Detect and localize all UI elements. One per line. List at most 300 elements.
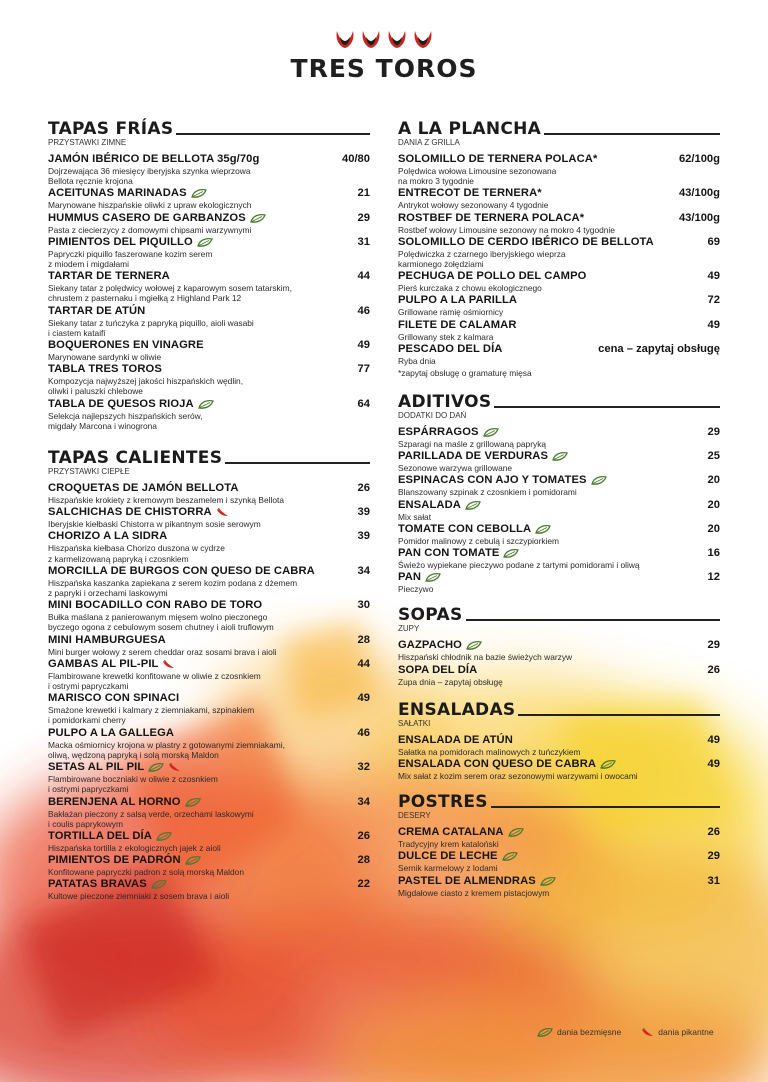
section-header xyxy=(398,791,720,811)
menu-item-row xyxy=(48,878,370,891)
dish-description: Flambirowane boczniaki w oliwie z czosnkiem xyxy=(48,774,218,785)
dish-name xyxy=(48,363,162,376)
dish-price: 12 xyxy=(707,571,720,584)
dish-price: 44 xyxy=(357,657,370,670)
dish-name xyxy=(398,474,607,487)
dish-description: karmionego żołędziami xyxy=(398,259,484,270)
menu-item-row xyxy=(48,212,370,225)
dish-description: i ciastem kataifi xyxy=(48,327,106,338)
menu-item-row xyxy=(398,319,720,332)
dish-description: Dojrzewająca 36 miesięcy iberyjska szynka wieprzowa xyxy=(48,166,251,176)
dish-name xyxy=(398,187,542,200)
dish-name xyxy=(48,692,179,705)
menu-section xyxy=(398,604,720,686)
section-divider xyxy=(518,714,720,716)
dish-description: Sałatka na pomidorach malinowych z tuńczykiem xyxy=(398,746,581,757)
dish-name xyxy=(398,664,477,677)
dish-description: Hiszpański chłodnik na bazie świeżych warzyw xyxy=(398,652,573,663)
menu-item-row xyxy=(48,153,370,166)
menu-item-row xyxy=(48,692,370,705)
bull-horns-icon xyxy=(0,28,768,50)
menu-item xyxy=(398,187,720,210)
dish-name-text: ACEITUNAS MARINADAS xyxy=(48,187,187,200)
dish-price: 77 xyxy=(357,363,370,376)
dish-name-text: HUMMUS CASERO DE GARBANZOS xyxy=(48,211,246,224)
dish-description: Marynowane hiszpańskie oliwki z upraw ekologicznych xyxy=(48,200,252,211)
menu-item-row xyxy=(48,761,370,774)
dish-description: na mokro 3 tygodnie xyxy=(398,176,474,187)
leaf-icon xyxy=(191,189,207,198)
menu-item xyxy=(48,878,370,901)
dish-name-text: TABLA TRES TOROS xyxy=(48,363,162,376)
dish-description: i ostrymi papryczkami xyxy=(48,784,129,795)
menu-section xyxy=(398,791,720,898)
dish-description: i coulis paprykowym xyxy=(48,818,123,829)
dish-price: 25 xyxy=(707,450,720,463)
dish-name xyxy=(48,482,239,495)
section-subtitle: DESERY xyxy=(398,811,431,821)
legend-vegan-label: dania bezmięsne xyxy=(557,1027,622,1037)
section-title: A LA PLANCHA xyxy=(398,119,542,139)
menu-item-row xyxy=(398,547,720,560)
leaf-icon xyxy=(537,1028,553,1037)
dish-price: 29 xyxy=(707,426,720,439)
dish-name xyxy=(48,658,175,671)
dish-name-text: PIMIENTOS DEL PIQUILLO xyxy=(48,235,193,248)
dish-description: Flambirowane krewetki konfitowane w oliwie z czosnkiem xyxy=(48,670,261,681)
leaf-icon xyxy=(197,238,213,247)
dish-name-text: SALCHICHAS DE CHISTORRA xyxy=(48,506,212,519)
menu-item xyxy=(48,599,370,632)
section-header xyxy=(398,604,720,624)
menu-column-left xyxy=(48,118,370,903)
menu-item-row xyxy=(398,758,720,771)
dish-name xyxy=(398,571,441,584)
leaf-icon xyxy=(466,641,482,650)
section-title: ADITIVOS xyxy=(398,392,492,413)
dish-price: 29 xyxy=(707,639,720,652)
dish-name xyxy=(398,758,616,771)
legend xyxy=(533,1027,714,1037)
dish-name xyxy=(48,796,201,809)
section-subtitle: DANIA Z GRILLA xyxy=(398,138,460,147)
dish-price: 21 xyxy=(357,187,370,200)
menu-item-row xyxy=(398,343,720,356)
dish-description: Pomidor malinowy z cebulą i szczypiorkiem xyxy=(398,535,560,546)
leaf-icon xyxy=(465,501,481,510)
dish-description: Sezonowe warzywa grillowane xyxy=(398,463,513,474)
menu-item xyxy=(48,530,370,563)
section-title: POSTRES xyxy=(398,792,488,813)
dish-price: 20 xyxy=(707,498,720,511)
menu-item-row xyxy=(48,363,370,376)
menu-section xyxy=(48,447,370,901)
menu-item xyxy=(48,692,370,725)
leaf-icon xyxy=(540,877,556,886)
menu-item xyxy=(398,270,720,293)
dish-price: 20 xyxy=(707,474,720,487)
menu-item-row xyxy=(48,599,370,612)
menu-item-row xyxy=(48,727,370,740)
menu-item xyxy=(398,664,720,687)
menu-item-row xyxy=(48,830,370,843)
legend-spicy-label: dania pikantne xyxy=(658,1027,714,1037)
leaf-icon xyxy=(502,852,518,861)
dish-name xyxy=(48,727,174,740)
dish-name xyxy=(398,523,551,536)
dish-description: z karmelizowaną papryką i czosnkiem xyxy=(48,553,189,564)
dish-description: byczego ogona z cebulowym sosem chutney i aioli truflowym xyxy=(48,622,274,633)
dish-name-text: MINI BOCADILLO CON RABO DE TORO xyxy=(48,599,263,612)
menu-item xyxy=(398,523,720,546)
menu-item xyxy=(48,363,370,396)
dish-price: 29 xyxy=(357,211,370,224)
dish-price: 31 xyxy=(357,235,370,248)
dish-description: Pieczywo xyxy=(398,584,434,595)
dish-name xyxy=(48,339,204,352)
menu-item-row xyxy=(398,153,720,166)
menu-item-row xyxy=(48,658,370,671)
menu-item xyxy=(398,474,720,497)
dish-name xyxy=(398,850,518,863)
dish-name xyxy=(48,153,259,166)
dish-name xyxy=(398,450,568,463)
dish-name-text: PARILLADA DE VERDURAS xyxy=(398,450,549,463)
dish-price: 62/100g xyxy=(678,153,720,165)
leaf-icon xyxy=(503,549,519,558)
menu-section xyxy=(48,118,370,431)
section-header xyxy=(398,391,720,411)
dish-name-text: PAN CON TOMATE xyxy=(398,547,500,560)
menu-item-row xyxy=(398,236,720,249)
leaf-icon xyxy=(552,452,568,461)
dish-price: 32 xyxy=(357,761,370,774)
menu-item xyxy=(48,236,370,269)
section-title: TAPAS FRÍAS xyxy=(48,119,174,139)
menu-item-row xyxy=(48,398,370,411)
menu-item-row xyxy=(48,270,370,283)
dish-name xyxy=(398,499,481,512)
menu-item xyxy=(48,658,370,691)
dish-name xyxy=(398,426,499,439)
dish-name xyxy=(48,212,266,225)
menu-item xyxy=(48,727,370,760)
menu-column-right xyxy=(398,118,720,899)
menu-item xyxy=(398,426,720,449)
dish-price: 69 xyxy=(707,235,720,248)
menu-item xyxy=(398,212,720,235)
dish-name-text: ENSALADA DE ATÚN xyxy=(398,733,513,746)
dish-price: 26 xyxy=(357,829,370,842)
leaf-icon xyxy=(483,428,499,437)
dish-name-text: PATATAS BRAVAS xyxy=(48,878,147,891)
dish-price: 26 xyxy=(357,482,370,495)
dish-name-text: GAMBAS AL PIL-PIL xyxy=(48,657,159,670)
section-divider xyxy=(494,406,720,408)
dish-name-text: PECHUGA DE POLLO DEL CAMPO xyxy=(398,270,587,283)
chili-icon xyxy=(216,508,229,517)
menu-item xyxy=(48,482,370,505)
dish-description: Szparagi na maśle z grillowaną papryką xyxy=(398,439,547,450)
dish-description: Kompozycja najwyższej jakości hiszpańskich wędlin, xyxy=(48,376,244,387)
dish-description: Pierś kurczaka z chowu ekologicznego xyxy=(398,283,542,294)
dish-price: 28 xyxy=(357,854,370,867)
dish-description: Papryczki piquillo faszerowane kozim serem xyxy=(48,248,213,259)
dish-name-text: CHORIZO A LA SIDRA xyxy=(48,530,168,543)
menu-item xyxy=(398,236,720,269)
dish-name-text: ROSTBEF DE TERNERA POLACA* xyxy=(398,211,585,224)
brand-name: TRES TOROS xyxy=(290,54,478,83)
dish-description: Antrykot wołowy sezonowany 4 tygodnie xyxy=(398,200,549,211)
menu-item xyxy=(398,826,720,849)
menu-item xyxy=(48,270,370,303)
dish-name-text: SOLOMILLO DE CERDO IBÉRICO DE BELLOTA xyxy=(398,235,654,248)
dish-price: 34 xyxy=(357,795,370,808)
leaf-icon xyxy=(535,525,551,534)
dish-name xyxy=(48,530,167,543)
dish-description: i pomidorkami cherry xyxy=(48,715,126,726)
dish-description: Zupa dnia – zapytaj obsługę xyxy=(398,676,503,687)
dish-description: i ostrymi papryczkami xyxy=(48,681,129,692)
dish-description: Świeżo wypiekane pieczywo podane z tartymi pomidorami i oliwą xyxy=(398,560,640,571)
dish-description: oliwki i paluszki chlebowe xyxy=(48,386,143,397)
section-header xyxy=(48,447,370,467)
dish-price: 20 xyxy=(707,522,720,535)
menu-item-row xyxy=(398,664,720,677)
dish-name-text: ENTRECOT DE TERNERA* xyxy=(398,187,542,200)
dish-description: Polędwica wołowa Limousine sezonowana xyxy=(398,166,557,176)
dish-name xyxy=(398,547,519,560)
menu-item xyxy=(48,153,370,186)
dish-price: 39 xyxy=(357,506,370,519)
menu-item xyxy=(48,565,370,598)
menu-item xyxy=(398,153,720,186)
menu-item-row xyxy=(398,270,720,283)
dish-description: Rostbef wołowy Limousine sezonowy na mokro 4 tygodnie xyxy=(398,224,615,235)
dish-name-text: PASTEL DE ALMENDRAS xyxy=(398,874,536,887)
dish-description: Mix sałat xyxy=(398,511,432,522)
dish-name-text: CREMA CATALANA xyxy=(398,826,504,839)
menu-item-row xyxy=(48,530,370,543)
menu-section xyxy=(398,118,720,379)
leaf-icon xyxy=(185,798,201,807)
menu-section xyxy=(398,699,720,781)
dish-name xyxy=(48,187,207,200)
menu-item xyxy=(48,506,370,529)
dish-name-text: MARISCO CON SPINACI xyxy=(48,692,180,705)
dish-name-text: ENSALADA xyxy=(398,498,461,511)
chili-icon xyxy=(641,1028,654,1037)
dish-description: Macka ośmiornicy krojona w plastry z gotowanymi ziemniakami, xyxy=(48,739,285,750)
dish-description: Hiszpańska tortilla z ekologicznych jajek z aioli xyxy=(48,842,221,853)
menu-item-row xyxy=(48,187,370,200)
leaf-icon xyxy=(250,214,266,223)
dish-description: Selekcja najlepszych hiszpańskich serów, xyxy=(48,410,203,421)
dish-name xyxy=(398,875,556,888)
menu-item-row xyxy=(48,565,370,578)
leaf-icon xyxy=(600,760,616,769)
dish-name-text: TARTAR DE TERNERA xyxy=(48,270,170,283)
dish-name-text: MINI HAMBURGUESA xyxy=(48,633,166,646)
dish-name-text: TARTAR DE ATÚN xyxy=(48,304,146,317)
section-divider xyxy=(176,133,370,135)
menu-item xyxy=(398,547,720,570)
dish-name xyxy=(398,319,517,332)
dish-name-text: BERENJENA AL HORNO xyxy=(48,795,181,808)
dish-name-text: SOPA DEL DÍA xyxy=(398,663,478,676)
menu-item xyxy=(398,294,720,317)
dish-name-text: TOMATE CON CEBOLLA xyxy=(398,522,532,535)
dish-name-text: FILETE DE CALAMAR xyxy=(398,318,517,331)
dish-name-text: BOQUERONES EN VINAGRE xyxy=(48,339,204,352)
dish-price: 49 xyxy=(707,318,720,331)
dish-name xyxy=(48,506,229,519)
menu-section xyxy=(398,391,720,594)
dish-name xyxy=(398,236,654,249)
dish-description: chrustem z pasternaku i mgiełką z Highland Park 12 xyxy=(48,293,242,304)
dish-name xyxy=(48,761,181,774)
section-divider xyxy=(225,462,370,464)
menu-item-row xyxy=(48,506,370,519)
section-divider xyxy=(544,133,720,135)
menu-item xyxy=(48,212,370,235)
dish-description: Iberyjskie kiełbaski Chistorra w pikantnym sosie serowym xyxy=(48,519,261,530)
leaf-icon xyxy=(185,856,201,865)
dish-name-text: PESCADO DEL DÍA xyxy=(398,342,503,355)
menu-item xyxy=(398,450,720,473)
dish-description: Mini burger wołowy z serem cheddar oraz sosami brava i aioli xyxy=(48,646,277,657)
dish-price: 49 xyxy=(707,270,720,283)
dish-name xyxy=(48,565,315,578)
menu-item-row xyxy=(398,474,720,487)
menu-item xyxy=(48,761,370,794)
menu-item-row xyxy=(398,294,720,307)
dish-price: 46 xyxy=(357,304,370,317)
menu-item-row xyxy=(398,850,720,863)
section-subtitle: PRZYSTAWKI ZIMNE xyxy=(48,138,127,147)
dish-name-text: TORTILLA DEL DÍA xyxy=(48,829,152,842)
menu-item xyxy=(398,639,720,662)
dish-description: Mix sałat z kozim serem oraz sezonowymi warzywami i owocami xyxy=(398,771,638,782)
dish-name-text: TABLA DE QUESOS RIOJA xyxy=(48,397,194,410)
leaf-icon xyxy=(591,476,607,485)
dish-description: Konfitowane papryczki padron z solą morską Maldon xyxy=(48,867,244,878)
dish-name-text: GAZPACHO xyxy=(398,639,462,652)
dish-name-text: SETAS AL PIL PIL xyxy=(48,761,145,774)
menu-item xyxy=(398,850,720,873)
dish-price: 26 xyxy=(707,663,720,676)
dish-name xyxy=(48,854,201,867)
dish-name xyxy=(398,153,597,166)
dish-description: Grillowany stek z kalmara xyxy=(398,331,494,342)
menu-item xyxy=(48,634,370,657)
dish-description: Migdałowe ciasto z kremem pistacjowym xyxy=(398,887,550,898)
menu-item xyxy=(48,339,370,362)
dish-price: cena – zapytaj obsługę xyxy=(598,342,720,355)
dish-description: Tradycyjny krem kataloński xyxy=(398,839,499,850)
dish-price: 49 xyxy=(707,733,720,746)
dish-name xyxy=(398,826,524,839)
menu-item-row xyxy=(48,854,370,867)
dish-price: 30 xyxy=(357,599,370,612)
menu-item-row xyxy=(398,571,720,584)
menu-item xyxy=(48,398,370,431)
dish-price: 28 xyxy=(357,633,370,646)
menu-item xyxy=(48,830,370,853)
leaf-icon xyxy=(425,573,441,582)
dish-price: 16 xyxy=(707,547,720,560)
dish-name xyxy=(398,639,482,652)
dish-name-text: ESPINACAS CON AJO Y TOMATES xyxy=(398,474,587,487)
menu-item xyxy=(398,758,720,781)
section-title: ENSALADAS xyxy=(398,699,516,720)
section-subtitle: ZUPY xyxy=(398,624,420,634)
dish-description: Bellota ręcznie krojona xyxy=(48,176,133,187)
section-divider xyxy=(466,619,721,621)
dish-price: 49 xyxy=(357,692,370,705)
dish-price: 40/80 xyxy=(342,153,370,165)
menu-item xyxy=(48,796,370,829)
menu-item xyxy=(398,319,720,342)
menu-item-row xyxy=(398,426,720,439)
dish-description: Siekany tatar z polędwicy wołowej z kaparowym sosem tatarskim, xyxy=(48,283,292,294)
menu-item-row xyxy=(398,734,720,747)
dish-name xyxy=(48,270,170,283)
dish-name xyxy=(398,270,586,283)
dish-description: Siekany tatar z tuńczyka z papryką piquillo, aioli wasabi xyxy=(48,317,254,328)
dish-price: 46 xyxy=(357,726,370,739)
menu-item-row xyxy=(398,187,720,200)
menu-item-row xyxy=(48,305,370,318)
dish-price: 26 xyxy=(707,826,720,839)
dish-price: 34 xyxy=(357,564,370,577)
leaf-icon xyxy=(148,763,164,772)
menu-item-row xyxy=(398,523,720,536)
menu-item-row xyxy=(398,499,720,512)
dish-name-text: JAMÓN IBÉRICO DE BELLOTA 35g/70g xyxy=(48,153,260,165)
dish-description: Sernik karmelowy z lodami xyxy=(398,863,498,874)
dish-description: Bułka maślana z panierowanym mięsem wolno pieczonego xyxy=(48,612,268,623)
section-subtitle: SAŁATKI xyxy=(398,718,431,728)
menu-item xyxy=(48,305,370,338)
menu-item xyxy=(398,734,720,757)
dish-name-text: PULPO A LA PARILLA xyxy=(398,294,518,307)
dish-description: Grillowane ramię ośmiornicy xyxy=(398,307,504,318)
dish-name xyxy=(48,878,167,891)
menu-item-row xyxy=(48,482,370,495)
chili-icon xyxy=(162,660,175,669)
dish-name xyxy=(48,830,172,843)
dish-price: 29 xyxy=(707,850,720,863)
dish-name xyxy=(48,305,145,318)
dish-description: Blanszowany szpinak z czosnkiem i pomidorami xyxy=(398,487,577,498)
menu-item xyxy=(48,854,370,877)
dish-description: z papryki i orzechami laskowymi xyxy=(48,588,168,599)
dish-price: 44 xyxy=(357,270,370,283)
dish-name-text: SOLOMILLO DE TERNERA POLACA* xyxy=(398,153,598,165)
menu-item xyxy=(398,875,720,898)
dish-price: 39 xyxy=(357,530,370,543)
section-subtitle: PRZYSTAWKI CIEPŁE xyxy=(48,467,130,477)
dish-description: Marynowane sardynki w oliwie xyxy=(48,352,162,363)
dish-price: 43/100g xyxy=(678,211,720,224)
section-title: TAPAS CALIENTES xyxy=(48,448,223,469)
menu-item-row xyxy=(398,875,720,888)
dish-name-text: CROQUETAS DE JAMÓN BELLOTA xyxy=(48,482,239,495)
dish-price: 31 xyxy=(707,874,720,887)
dish-name-text: ESPÁRRAGOS xyxy=(398,426,479,439)
dish-name xyxy=(398,294,517,307)
